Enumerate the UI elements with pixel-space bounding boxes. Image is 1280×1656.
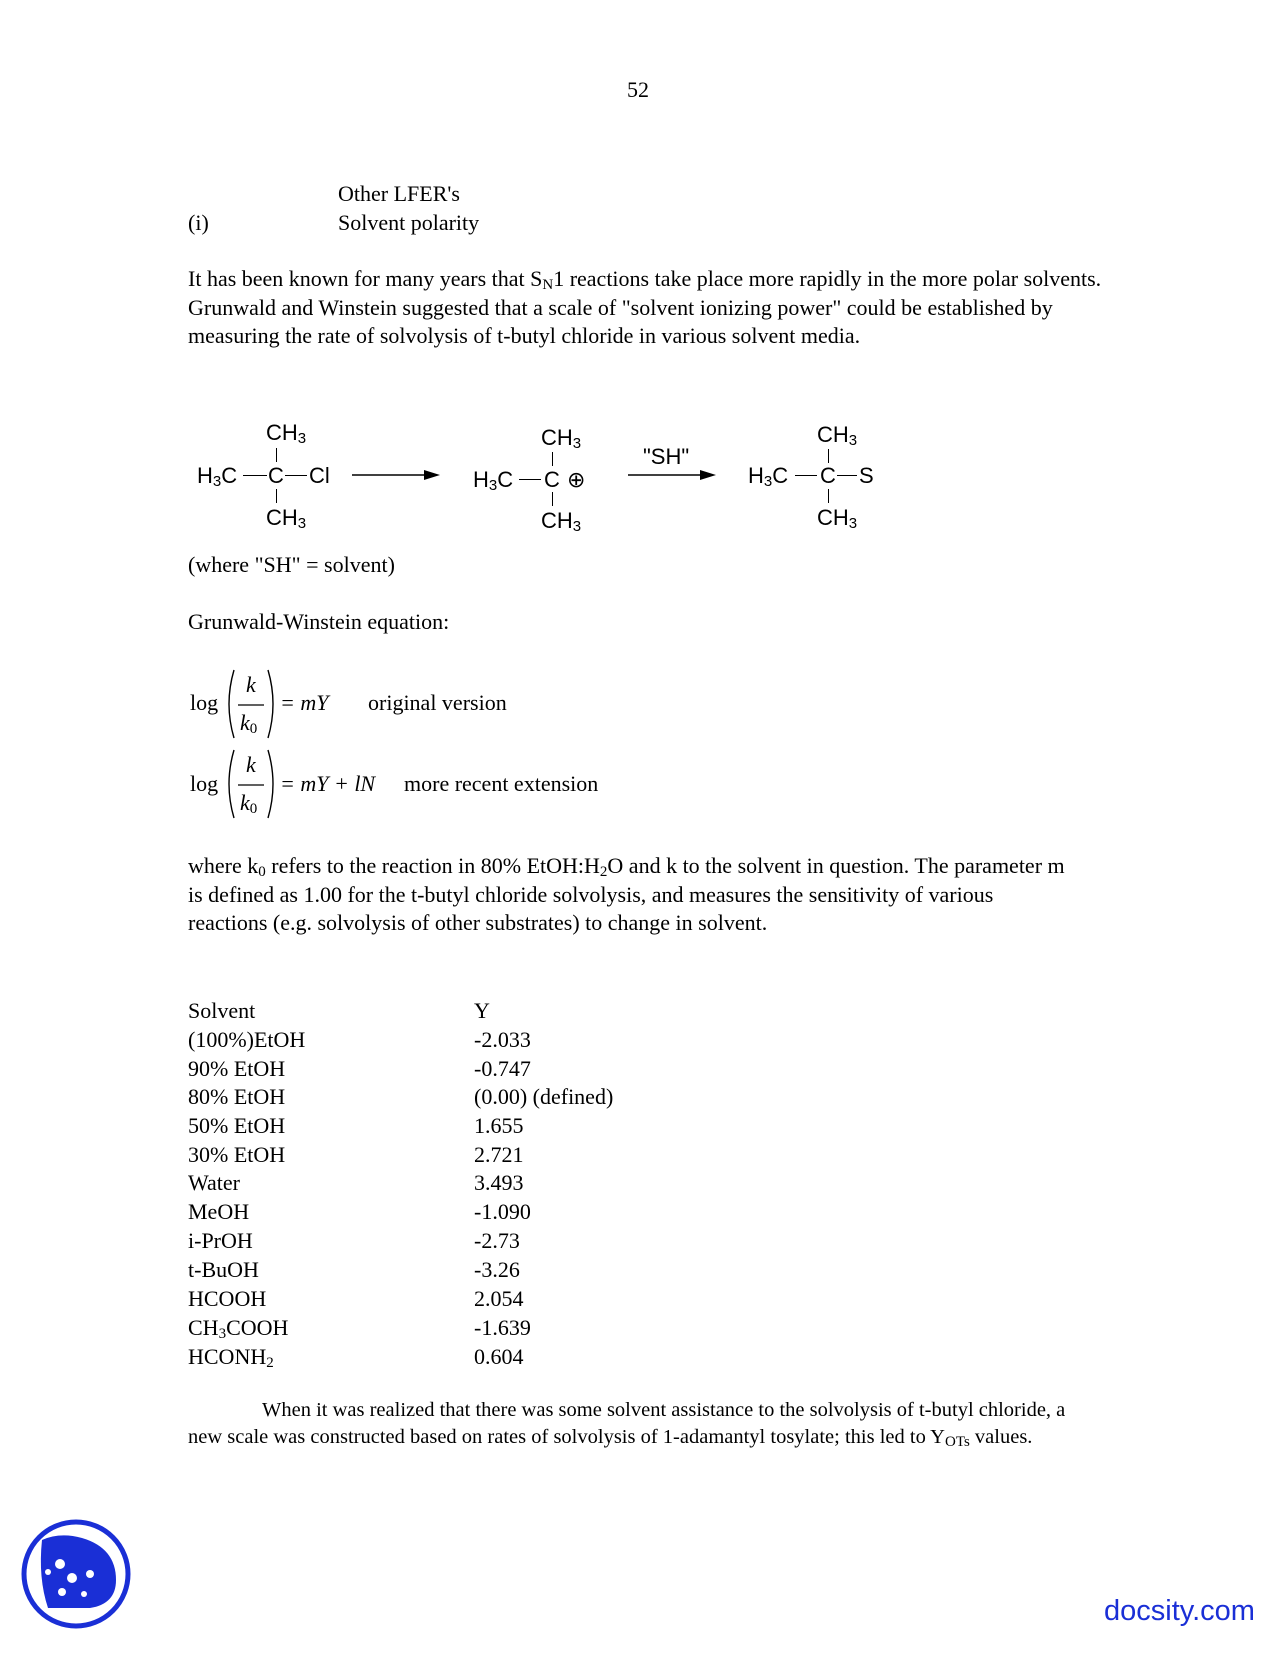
section-heading: Other LFER's (338, 181, 460, 206)
cell-solvent: Water (188, 1170, 240, 1195)
bond-line (276, 448, 277, 462)
cell-solvent: $HCONH_2$ (188, 1344, 274, 1371)
cell-solvent: HCOOH (188, 1286, 267, 1311)
equation-label: original version (368, 690, 507, 715)
bond-line (828, 449, 829, 463)
section-label: (i) (188, 210, 209, 235)
reactant-left-group: $H_3C$ (197, 463, 238, 490)
header-solvent: Solvent (188, 998, 256, 1023)
cell-solvent: $CH_3COOH$ (188, 1315, 289, 1342)
intermediate-bottom-group: $CH_3$ (541, 508, 582, 535)
cell-y: 3.493 (474, 1170, 524, 1195)
cell-y: -2.73 (474, 1228, 520, 1253)
reaction-note: (where "SH" = solvent) (188, 552, 395, 577)
cell-solvent: 80% EtOH (188, 1084, 286, 1109)
bond-line (276, 489, 277, 503)
cell-y: -1.090 (474, 1199, 531, 1224)
product-top-group: $CH_3$ (817, 422, 858, 449)
bond-line (552, 452, 553, 466)
reaction-arrow (628, 468, 718, 482)
reactant-top-group: $CH_3$ (266, 420, 307, 447)
bond-line (837, 475, 857, 476)
reagent-label: "SH" (643, 444, 690, 469)
cell-solvent: (100%)EtOH (188, 1027, 306, 1052)
docsity-logo-icon[interactable] (20, 1518, 132, 1630)
cell-solvent: 90% EtOH (188, 1056, 286, 1081)
equation-rhs: = mY + lN (280, 771, 376, 796)
intro-paragraph: It has been known for many years that $S_N1$ reactions take place more rapidly in the more polar solvents. Grunwald and Winstein suggested that a scale of "solvent ionizing power" could be established by measuring the rate of solvolysis of t-butyl chloride in various solvent media. (188, 266, 1102, 349)
bond-line (285, 475, 307, 476)
log-label: log (190, 771, 219, 796)
cell-solvent: 30% EtOH (188, 1142, 286, 1167)
intermediate-center-atom: C (544, 467, 560, 492)
equation-label: more recent extension (404, 771, 599, 796)
cell-solvent: i-PrOH (188, 1228, 253, 1253)
cell-y: 2.721 (474, 1142, 524, 1167)
bond-line (795, 475, 817, 476)
bond-line (828, 489, 829, 503)
cell-y: -0.747 (474, 1056, 531, 1081)
header-y: Y (474, 998, 490, 1023)
product-bottom-group: $CH_3$ (817, 505, 858, 532)
cell-y: -3.26 (474, 1257, 520, 1282)
equation-title: Grunwald-Winstein equation: (188, 609, 450, 634)
reaction-arrow (352, 468, 442, 482)
closing-paragraph: When it was realized that there was some solvent assistance to the solvolysis of t-butyl chloride, a new scale was constructed based on rates of solvolysis of 1-adamantyl tosylate; this led to $Y_{OTs}$ values. (188, 1399, 1066, 1450)
bond-line (552, 492, 553, 506)
cell-solvent: MeOH (188, 1199, 250, 1224)
cell-y: -1.639 (474, 1315, 531, 1340)
explanation-paragraph: where $k_0$ refers to the reaction in 80% $EtOH:H_2O$ and k to the solvent in question. The parameter m is defined as 1.00 for the t-butyl chloride solvolysis, and measures the sensitivity of various reactions (e.g. solvolysis of other substrates) to change in solvent. (188, 853, 1065, 936)
intermediate-top-group: $CH_3$ (541, 425, 582, 452)
cell-y: 2.054 (474, 1286, 524, 1311)
fraction-numerator: k (246, 672, 256, 697)
bond-line (243, 475, 267, 476)
docsity-link[interactable]: docsity.com (1104, 1595, 1255, 1627)
cell-y: -2.033 (474, 1027, 531, 1052)
bond-line (519, 479, 541, 480)
reactant-right-group: Cl (309, 463, 330, 488)
product-center-atom: C (820, 463, 836, 488)
section-subheading: Solvent polarity (338, 210, 480, 235)
log-label: log (190, 690, 219, 715)
page-number: 52 (627, 77, 649, 102)
reactant-bottom-group: $CH_3$ (266, 505, 307, 532)
fraction-denominator: $k_0$ (240, 790, 258, 817)
cell-y: 1.655 (474, 1113, 524, 1138)
fraction-numerator: k (246, 752, 256, 777)
product-left-group: $H_3C$ (748, 463, 789, 490)
carbocation-charge-icon: ⊕ (567, 467, 586, 492)
cell-solvent: 50% EtOH (188, 1113, 286, 1138)
product-right-group: S (859, 463, 874, 488)
cell-y: (0.00) (defined) (474, 1084, 614, 1109)
cell-y: 0.604 (474, 1344, 524, 1369)
fraction-denominator: $k_0$ (240, 710, 258, 737)
intermediate-left-group: $H_3C$ (473, 467, 514, 494)
reactant-center-atom: C (268, 463, 284, 488)
equation-rhs: = mY (280, 690, 329, 715)
cell-solvent: t-BuOH (188, 1257, 259, 1282)
